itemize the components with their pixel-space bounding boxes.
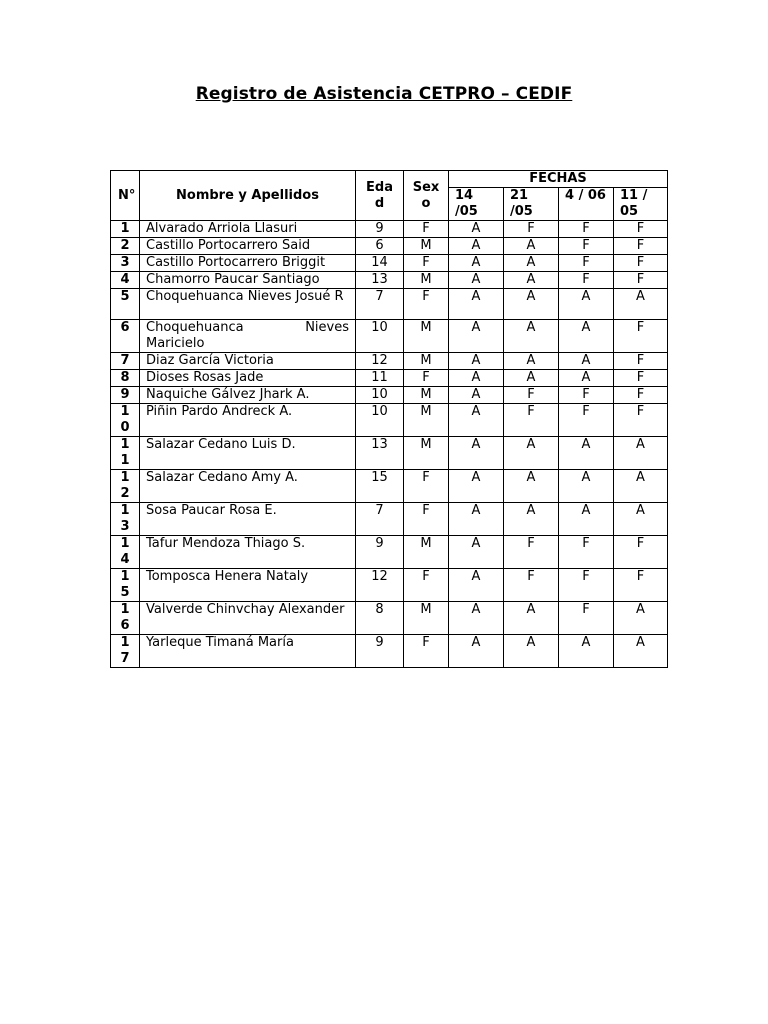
row-number: 4 [111, 272, 140, 289]
student-age: 7 [356, 503, 404, 536]
student-name: Naquiche Gálvez Jhark A. [140, 387, 356, 404]
row-number: 12 [111, 470, 140, 503]
table-row [111, 503, 668, 536]
header-fechas: FECHAS [449, 171, 668, 188]
student-age: 13 [356, 272, 404, 289]
attendance-mark: A [504, 289, 559, 320]
table-row [111, 255, 668, 272]
attendance-mark: A [449, 503, 504, 536]
attendance-mark: A [614, 437, 668, 470]
row-number: 16 [111, 602, 140, 635]
student-age: 9 [356, 536, 404, 569]
attendance-mark: F [559, 238, 614, 255]
student-age: 13 [356, 437, 404, 470]
student-sex: F [404, 470, 449, 503]
table-row [111, 272, 668, 289]
header-date-1: 14 /05 [449, 188, 504, 221]
attendance-mark: A [559, 289, 614, 320]
header-num: N° [111, 171, 140, 221]
student-name: Tafur Mendoza Thiago S. [140, 536, 356, 569]
attendance-mark: F [614, 221, 668, 238]
attendance-mark: A [504, 272, 559, 289]
document-title: Registro de Asistencia CETPRO – CEDIF [195, 84, 573, 104]
attendance-mark: F [614, 320, 668, 353]
attendance-mark: A [559, 353, 614, 370]
attendance-mark: A [559, 470, 614, 503]
attendance-mark: F [504, 404, 559, 437]
student-age: 7 [356, 289, 404, 320]
student-sex: M [404, 602, 449, 635]
table-header [111, 171, 668, 221]
attendance-mark: A [449, 320, 504, 353]
student-name: Salazar Cedano Amy A. [140, 470, 356, 503]
attendance-mark: A [614, 470, 668, 503]
student-sex: F [404, 370, 449, 387]
attendance-mark: A [504, 503, 559, 536]
attendance-mark: A [504, 635, 559, 668]
attendance-mark: A [449, 370, 504, 387]
student-name: Castillo Portocarrero Said [140, 238, 356, 255]
student-age: 9 [356, 635, 404, 668]
attendance-mark: F [614, 536, 668, 569]
attendance-mark: A [449, 635, 504, 668]
attendance-mark: F [614, 370, 668, 387]
student-sex: M [404, 353, 449, 370]
table-row [111, 221, 668, 238]
attendance-mark: F [614, 353, 668, 370]
attendance-mark: A [614, 503, 668, 536]
student-sex: M [404, 238, 449, 255]
attendance-mark: A [504, 238, 559, 255]
attendance-mark: A [449, 470, 504, 503]
student-age: 9 [356, 221, 404, 238]
row-number: 1 [111, 221, 140, 238]
table-row [111, 536, 668, 569]
attendance-mark: A [614, 289, 668, 320]
attendance-mark: A [449, 569, 504, 602]
student-name: Alvarado Arriola Llasuri [140, 221, 356, 238]
row-number: 13 [111, 503, 140, 536]
table-row [111, 370, 668, 387]
attendance-mark: A [504, 255, 559, 272]
table-row [111, 470, 668, 503]
student-sex: F [404, 255, 449, 272]
attendance-mark: F [559, 272, 614, 289]
table-row [111, 437, 668, 470]
attendance-mark: F [559, 569, 614, 602]
student-sex: M [404, 404, 449, 437]
student-name: Sosa Paucar Rosa E. [140, 503, 356, 536]
student-age: 14 [356, 255, 404, 272]
attendance-mark: F [559, 387, 614, 404]
attendance-mark: A [504, 602, 559, 635]
attendance-mark: F [559, 602, 614, 635]
attendance-mark: F [614, 238, 668, 255]
header-date-4: 11 / 05 [614, 188, 668, 221]
row-number: 14 [111, 536, 140, 569]
student-age: 11 [356, 370, 404, 387]
attendance-mark: F [614, 404, 668, 437]
table-row [111, 569, 668, 602]
table-row [111, 238, 668, 255]
table-row [111, 635, 668, 668]
attendance-mark: F [559, 255, 614, 272]
attendance-mark: F [504, 221, 559, 238]
student-age: 12 [356, 353, 404, 370]
row-number: 9 [111, 387, 140, 404]
table-body [111, 221, 668, 668]
row-number: 6 [111, 320, 140, 353]
row-number: 2 [111, 238, 140, 255]
attendance-mark: A [504, 370, 559, 387]
attendance-mark: F [614, 569, 668, 602]
student-name: Salazar Cedano Luis D. [140, 437, 356, 470]
student-name: Piñin Pardo Andreck A. [140, 404, 356, 437]
student-sex: F [404, 503, 449, 536]
attendance-mark: F [559, 536, 614, 569]
attendance-mark: A [614, 635, 668, 668]
attendance-mark: A [449, 353, 504, 370]
attendance-mark: F [614, 272, 668, 289]
attendance-mark: F [614, 387, 668, 404]
student-name: Castillo Portocarrero Briggit [140, 255, 356, 272]
attendance-mark: A [559, 320, 614, 353]
header-name: Nombre y Apellidos [140, 171, 356, 221]
header-age: Edad [356, 171, 404, 221]
row-number: 7 [111, 353, 140, 370]
student-name: Chamorro Paucar Santiago [140, 272, 356, 289]
student-sex: M [404, 272, 449, 289]
student-name: Diaz García Victoria [140, 353, 356, 370]
student-age: 6 [356, 238, 404, 255]
attendance-mark: A [449, 437, 504, 470]
attendance-mark: F [559, 404, 614, 437]
attendance-mark: A [559, 370, 614, 387]
table-row [111, 320, 668, 353]
row-number: 11 [111, 437, 140, 470]
attendance-mark: F [504, 387, 559, 404]
student-sex: F [404, 635, 449, 668]
header-date-2: 21 /05 [504, 188, 559, 221]
attendance-mark: F [504, 569, 559, 602]
table-row [111, 289, 668, 320]
attendance-mark: A [504, 470, 559, 503]
attendance-mark: A [449, 272, 504, 289]
attendance-mark: A [449, 404, 504, 437]
student-name: Yarleque Timaná María [140, 635, 356, 668]
attendance-table [110, 170, 668, 668]
student-name: Choquehuanca Nieves Maricielo [140, 320, 356, 353]
attendance-mark: A [449, 289, 504, 320]
attendance-mark: A [559, 503, 614, 536]
student-age: 10 [356, 387, 404, 404]
attendance-mark: A [559, 437, 614, 470]
attendance-mark: F [559, 221, 614, 238]
student-sex: F [404, 289, 449, 320]
row-number: 8 [111, 370, 140, 387]
header-sex: Sexo [404, 171, 449, 221]
table-row [111, 353, 668, 370]
attendance-mark: A [449, 602, 504, 635]
student-sex: F [404, 221, 449, 238]
student-sex: M [404, 387, 449, 404]
table-row [111, 602, 668, 635]
row-number: 15 [111, 569, 140, 602]
student-age: 15 [356, 470, 404, 503]
row-number: 5 [111, 289, 140, 320]
row-number: 10 [111, 404, 140, 437]
row-number: 3 [111, 255, 140, 272]
student-age: 8 [356, 602, 404, 635]
student-age: 10 [356, 320, 404, 353]
attendance-mark: A [449, 221, 504, 238]
attendance-mark: A [449, 238, 504, 255]
student-sex: M [404, 536, 449, 569]
attendance-mark: A [504, 353, 559, 370]
student-name: Valverde Chinvchay Alexander [140, 602, 356, 635]
attendance-mark: A [449, 387, 504, 404]
attendance-mark: A [614, 602, 668, 635]
attendance-mark: F [614, 255, 668, 272]
student-age: 12 [356, 569, 404, 602]
row-number: 17 [111, 635, 140, 668]
student-name: Tomposca Henera Nataly [140, 569, 356, 602]
attendance-mark: A [504, 320, 559, 353]
student-age: 10 [356, 404, 404, 437]
student-sex: M [404, 320, 449, 353]
table-row [111, 387, 668, 404]
attendance-mark: A [559, 635, 614, 668]
student-name: Choquehuanca Nieves Josué R [140, 289, 356, 320]
student-sex: M [404, 437, 449, 470]
attendance-mark: F [504, 536, 559, 569]
attendance-mark: A [449, 255, 504, 272]
student-name: Dioses Rosas Jade [140, 370, 356, 387]
student-sex: F [404, 569, 449, 602]
table-row [111, 404, 668, 437]
attendance-mark: A [504, 437, 559, 470]
attendance-mark: A [449, 536, 504, 569]
header-date-3: 4 / 06 [559, 188, 614, 221]
